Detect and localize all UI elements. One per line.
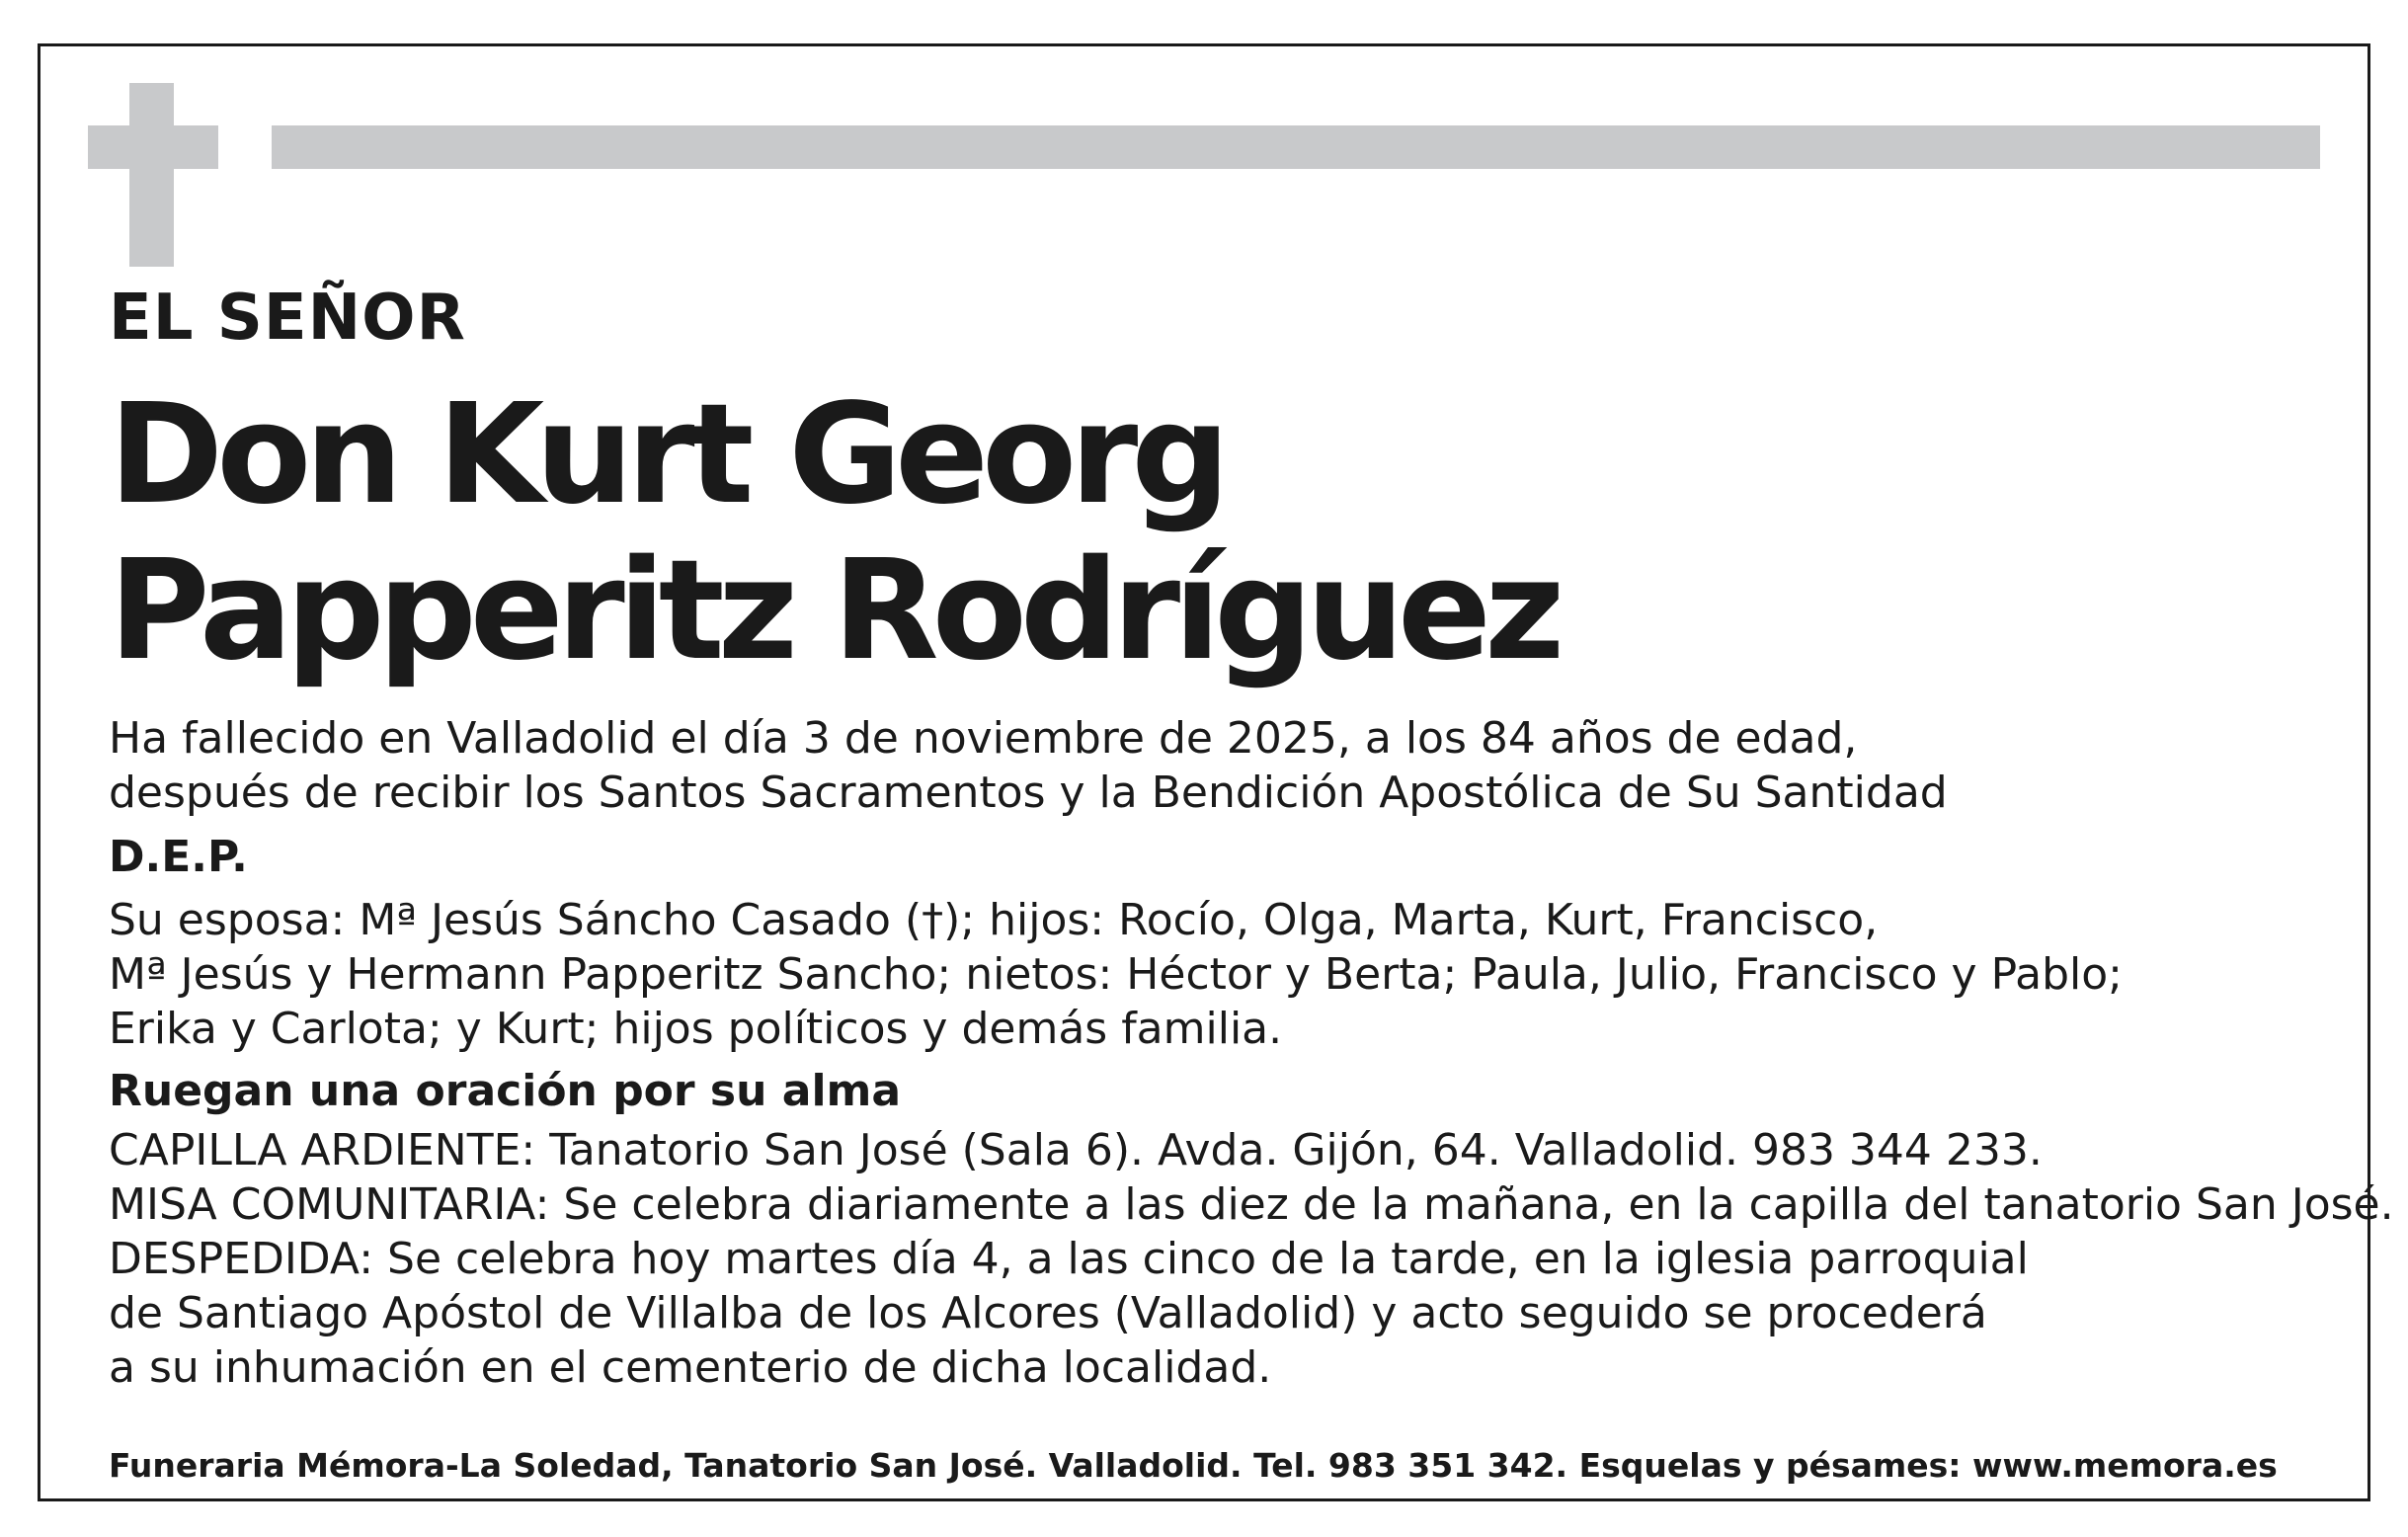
dep-label: D.E.P. [109,832,248,882]
salutation: EL SEÑOR [109,282,466,355]
details-line: de Santiago Apóstol de Villalba de los Alcores (Valladolid) y acto seguido se procederá [109,1288,1987,1338]
details-line: DESPEDIDA: Se celebra hoy martes día 4, a las cinco de la tarde, en la iglesia parroquial [109,1234,2029,1284]
deceased-name-line-1: Don Kurt Georg [109,374,1224,535]
deceased-name-line-2: Papperitz Rodríguez [109,530,1559,691]
announcement [109,711,2321,820]
funeral-home-footer: Funeraria Mémora-La Soledad, Tanatorio San José. Valladolid. Tel. 983 351 342. Esquelas y pésames: www.memora.es [109,1446,2278,1485]
family-line: Su esposa: Mª Jesús Sáncho Casado (†); hijos: Rocío, Olga, Marta, Kurt, Francisco, [109,895,1879,945]
announcement-line: Ha fallecido en Valladolid el día 3 de noviembre de 2025, a los 84 años de edad, [109,713,1858,764]
family-line: Mª Jesús y Hermann Papperitz Sancho; nietos: Héctor y Berta; Paula, Julio, Francisco y Pablo; [109,949,2123,1000]
family-list [109,893,2321,1056]
family-line: Erika y Carlota; y Kurt; hijos políticos y demás familia. [109,1004,1283,1054]
cross-icon-horizontal [88,125,218,169]
details-line: a su inhumación en el cementerio de dicha localidad. [109,1342,1272,1393]
service-details [109,1123,2394,1395]
obituary-content [109,282,2394,1395]
header-rule [272,125,2320,169]
prayer-request: Ruegan una oración por su alma [109,1066,902,1116]
details-line: CAPILLA ARDIENTE: Tanatorio San José (Sala 6). Avda. Gijón, 64. Valladolid. 983 344 233. [109,1125,2043,1175]
deceased-name [109,374,2321,691]
cross-icon-vertical [129,83,174,267]
announcement-line: después de recibir los Santos Sacramentos y la Bendición Apostólica de Su Santidad [109,768,1948,818]
details-line: MISA COMUNITARIA: Se celebra diariamente a las diez de la mañana, en la capilla del tanatorio San José. [109,1179,2394,1230]
